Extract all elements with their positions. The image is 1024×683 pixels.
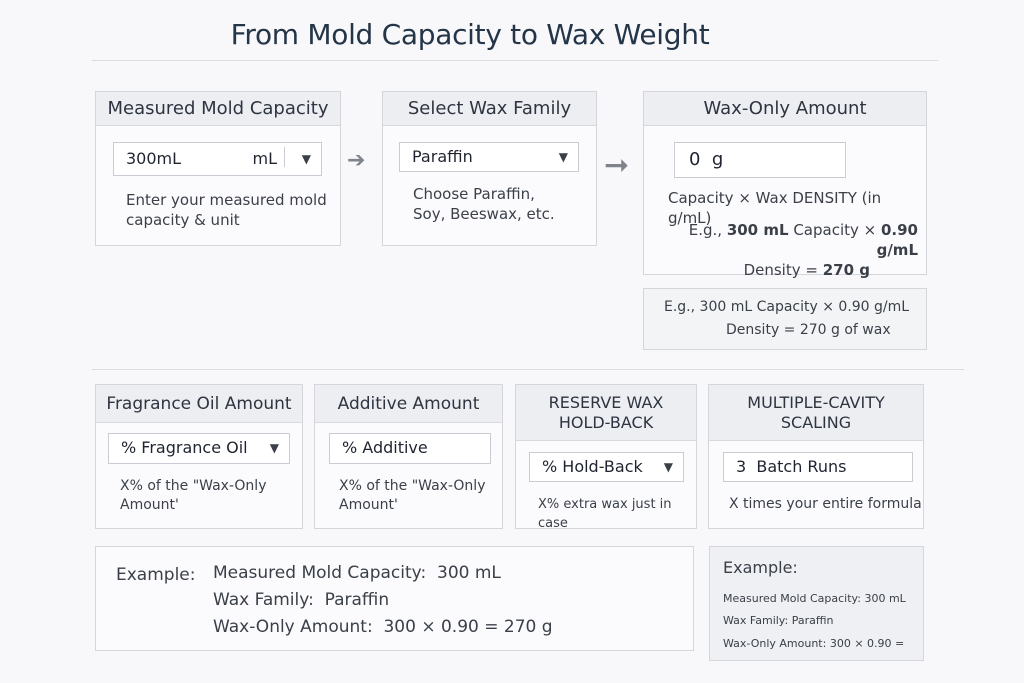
fragrance-value: % Fragrance Oil bbox=[121, 438, 248, 457]
reserve-hint: X% extra wax just in case bbox=[538, 497, 672, 531]
mold-capacity-header: Measured Mold Capacity bbox=[96, 92, 340, 126]
wax-only-value: 0 g bbox=[689, 149, 724, 170]
reserve-header: RESERVE WAX HOLD-BACK bbox=[516, 385, 696, 441]
cavity-hint: X times your entire formula bbox=[729, 496, 922, 512]
chevron-down-icon[interactable]: ▼ bbox=[269, 441, 279, 455]
page-title: From Mold Capacity to Wax Weight bbox=[230, 18, 710, 51]
example-main-card bbox=[95, 546, 694, 651]
title-divider bbox=[92, 60, 938, 61]
reserve-value: % Hold-Back bbox=[542, 457, 643, 476]
mold-capacity-card bbox=[95, 91, 341, 246]
reserve-select[interactable] bbox=[529, 452, 684, 482]
wax-note-line1: E.g., 300 mL Capacity × 0.90 g/mL bbox=[664, 299, 910, 315]
additive-input[interactable] bbox=[329, 433, 491, 464]
mold-unit-label: mL bbox=[252, 149, 277, 168]
example-side-card bbox=[709, 546, 924, 661]
wax-family-select[interactable] bbox=[399, 142, 579, 172]
mold-capacity-input[interactable] bbox=[113, 142, 322, 176]
chevron-down-icon[interactable]: ▼ bbox=[663, 460, 673, 474]
fragrance-hint: X% of the "Wax-Only Amount' bbox=[120, 478, 267, 513]
unit-divider bbox=[284, 147, 285, 167]
wax-note-line2: Density = 270 g of wax bbox=[726, 322, 891, 338]
example-side-line1: Measured Mold Capacity: 300 mL bbox=[723, 592, 906, 605]
chevron-down-icon[interactable]: ▼ bbox=[301, 152, 311, 166]
example-main-line3: Wax-Only Amount: 300 × 0.90 = 270 g bbox=[213, 617, 553, 637]
wax-family-header: Select Wax Family bbox=[383, 92, 596, 126]
additive-header: Additive Amount bbox=[315, 385, 502, 423]
right-arrow-icon: ➔ bbox=[347, 148, 366, 173]
wax-only-header: Wax-Only Amount bbox=[644, 92, 926, 126]
additive-value: % Additive bbox=[342, 438, 428, 457]
example-side-label: Example: bbox=[723, 558, 798, 577]
wax-only-example: E.g., 300 mL Capacity × 0.90 g/mL Density = 270 g bbox=[688, 221, 918, 279]
wax-example-note bbox=[643, 288, 927, 350]
wax-only-formula: Capacity × Wax DENSITY (in g/mL) bbox=[668, 189, 882, 227]
wax-family-card bbox=[382, 91, 597, 246]
mold-capacity-value: 300mL bbox=[126, 149, 182, 168]
section-divider bbox=[92, 369, 964, 370]
fragrance-card bbox=[95, 384, 303, 529]
fragrance-select[interactable] bbox=[108, 433, 290, 464]
example-main-line1: Measured Mold Capacity: 300 mL bbox=[213, 563, 501, 583]
mold-capacity-hint: Enter your measured mold capacity & unit bbox=[126, 191, 327, 229]
wax-family-hint: Choose Paraffin, Soy, Beeswax, etc. bbox=[413, 185, 555, 223]
additive-card bbox=[314, 384, 503, 529]
example-side-line2: Wax Family: Paraffin bbox=[723, 614, 834, 627]
example-label: Example: bbox=[116, 565, 196, 585]
cavity-card bbox=[708, 384, 924, 529]
example-side-line3: Wax-Only Amount: 300 × 0.90 = bbox=[723, 637, 905, 650]
cavity-input[interactable] bbox=[723, 452, 913, 482]
fragrance-header: Fragrance Oil Amount bbox=[96, 385, 302, 423]
example-main-line2: Wax Family: Paraffin bbox=[213, 590, 390, 610]
chevron-down-icon[interactable]: ▼ bbox=[558, 150, 568, 164]
right-arrow-icon: ➞ bbox=[604, 148, 630, 183]
cavity-value: 3 Batch Runs bbox=[736, 457, 847, 476]
cavity-header: MULTIPLE-CAVITY SCALING bbox=[709, 385, 923, 441]
reserve-card bbox=[515, 384, 697, 529]
wax-only-output bbox=[674, 142, 846, 178]
additive-hint: X% of the "Wax-Only Amount' bbox=[339, 478, 486, 513]
wax-family-value: Paraffin bbox=[412, 147, 473, 166]
wax-only-card bbox=[643, 91, 927, 279]
